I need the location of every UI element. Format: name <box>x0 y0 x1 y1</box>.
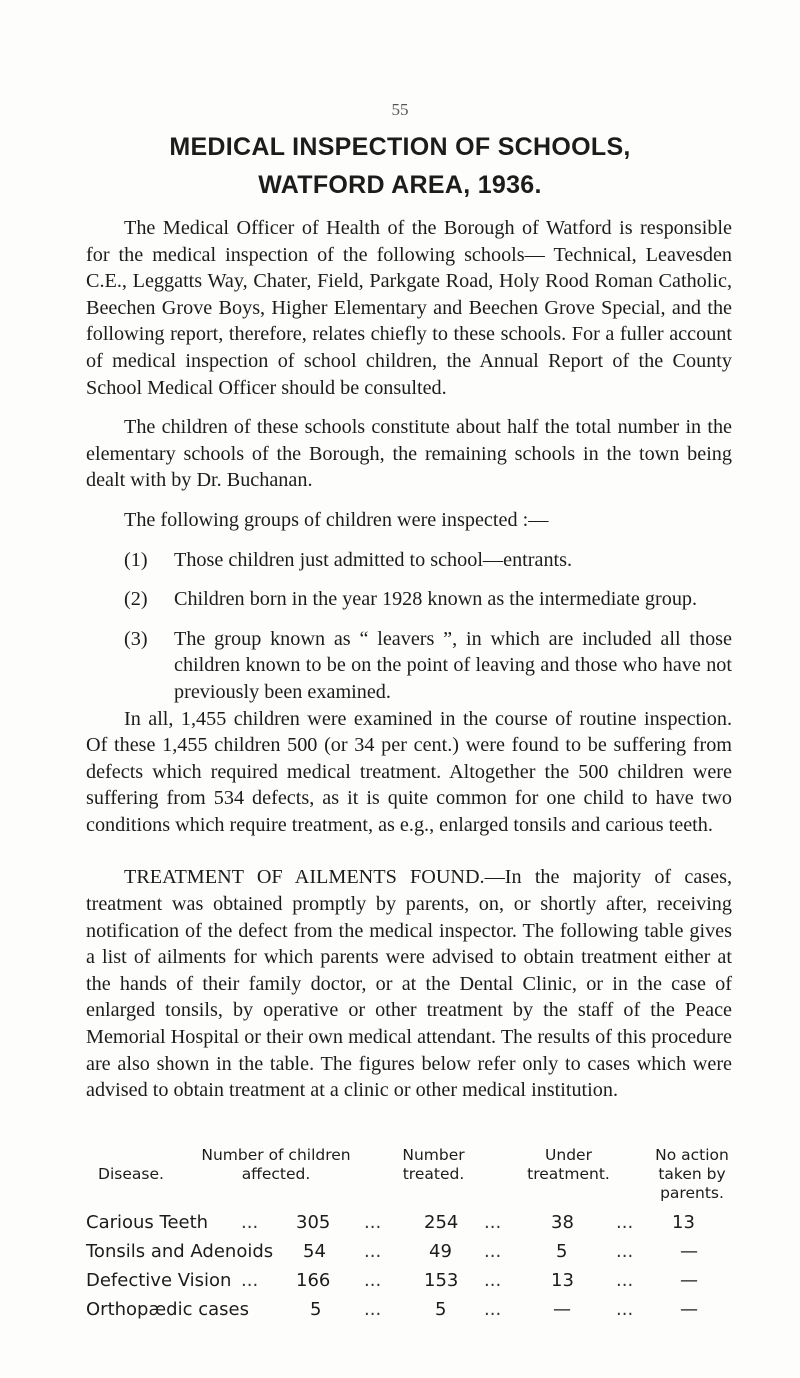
header-under: Under treatment. <box>527 1146 610 1183</box>
cell-affected: 166 <box>296 1270 331 1291</box>
table-row <box>86 1212 746 1241</box>
group-number: (1) <box>124 548 148 571</box>
header-no-action: No action taken by parents. <box>655 1146 729 1202</box>
cell-leader: ... <box>616 1270 634 1291</box>
table-row <box>86 1270 746 1299</box>
cell-affected: 5 <box>310 1299 322 1320</box>
cell-no-action: 13 <box>672 1212 695 1233</box>
ailments-table <box>86 1146 746 1328</box>
group-number: (3) <box>124 627 148 650</box>
cell-under: 5 <box>556 1241 568 1262</box>
group-text: The group known as “ leavers ”, in which are included all those children known to be on the point of leaving and those who have not previously been examined. <box>174 627 732 703</box>
cell-leader: ... <box>241 1212 259 1233</box>
group-item <box>86 586 732 613</box>
group-item <box>86 626 732 706</box>
cell-under: 38 <box>551 1212 574 1233</box>
cell-leader: ... <box>484 1241 502 1262</box>
cell-treated: 49 <box>429 1241 452 1262</box>
cell-under: — <box>553 1299 571 1320</box>
cell-leader: ... <box>616 1212 634 1233</box>
paragraph-examined: In all, 1,455 children were examined in the course of routine inspection. Of these 1,455 children 500 (or 34 per cent.) were found to be suffering from defects which required medical treatment. Altogether the 500 children were suffering from 534 defects, as it is quite common for one child to have two conditions which require treatment, as e.g., enlarged tonsils and carious teeth. <box>86 707 732 836</box>
paragraph-children: The children of these schools constitute about half the total number in the elementary schools of the Borough, the remaining schools in the town being dealt with by Dr. Buchanan. <box>86 416 732 492</box>
paragraph-intro: The Medical Officer of Health of the Borough of Watford is responsible for the medical inspection of the following schools— Technical, Leavesden C.E., Leggatts Way, Chater, Field, Parkgate Road, Holy Rood Roman Catholic, Beechen Grove Boys, Higher Elementary and Beechen Grove Special, and the following report, therefore, relates chiefly to these schools. For a fuller account of medical inspection of school children, the Annual Report of the County School Medical Officer should be consulted. <box>86 217 732 399</box>
paragraph-groups-intro: The following groups of children were inspected :— <box>124 508 549 531</box>
cell-leader: ... <box>364 1299 382 1320</box>
cell-treated: 153 <box>424 1270 459 1291</box>
group-number: (2) <box>124 588 148 611</box>
cell-affected: 305 <box>296 1212 331 1233</box>
header-treated: Number treated. <box>402 1146 465 1183</box>
cell-disease: Orthopædic cases <box>86 1299 249 1320</box>
group-item <box>86 547 732 574</box>
cell-leader: ... <box>241 1270 259 1291</box>
cell-disease: Carious Teeth <box>86 1212 209 1233</box>
cell-treated: 5 <box>435 1299 447 1320</box>
cell-no-action: — <box>680 1299 698 1320</box>
cell-leader: ... <box>484 1299 502 1320</box>
cell-no-action: — <box>680 1241 698 1262</box>
cell-leader: ... <box>484 1270 502 1291</box>
table-row <box>86 1241 746 1270</box>
table-header <box>86 1146 746 1212</box>
header-disease: Disease. <box>98 1165 164 1183</box>
page-subtitle: WATFORD AREA, 1936. <box>258 171 542 199</box>
cell-treated: 254 <box>424 1212 459 1233</box>
cell-disease: Tonsils and Adenoids <box>86 1241 274 1262</box>
body-text <box>86 215 732 1117</box>
page-number: 55 <box>391 100 409 119</box>
cell-leader: ... <box>364 1212 382 1233</box>
cell-leader: ... <box>616 1241 634 1262</box>
paragraph-treatment: TREATMENT OF AILMENTS FOUND.—In the majority of cases, treatment was obtained promptly by parents, on, or shortly after, receiving notification of the defect from the medical inspector. The following table gives a list of ailments for which parents were advised to obtain treatment either at the hands of their family doctor, or at the Dental Clinic, or in the case of enlarged tonsils, by operative or other treatment by the staff of the Peace Memorial Hospital or their own medical attendant. The results of this procedure are also shown in the table. The figures below refer only to cases which were advised to obtain treatment at a clinic or other medical institution. <box>86 866 732 1102</box>
cell-affected: 54 <box>303 1241 326 1262</box>
group-text: Children born in the year 1928 known as the intermediate group. <box>174 588 698 611</box>
cell-leader: ... <box>616 1299 634 1320</box>
cell-no-action: — <box>680 1270 698 1291</box>
cell-leader: ... <box>364 1270 382 1291</box>
cell-leader: ... <box>484 1212 502 1233</box>
page-title: MEDICAL INSPECTION OF SCHOOLS, <box>169 133 631 161</box>
header-affected: Number of children affected. <box>201 1146 351 1183</box>
table-row <box>86 1299 746 1328</box>
cell-under: 13 <box>551 1270 574 1291</box>
group-text: Those children just admitted to school—entrants. <box>174 548 573 571</box>
cell-leader: ... <box>364 1241 382 1262</box>
cell-disease: Defective Vision <box>86 1270 232 1291</box>
